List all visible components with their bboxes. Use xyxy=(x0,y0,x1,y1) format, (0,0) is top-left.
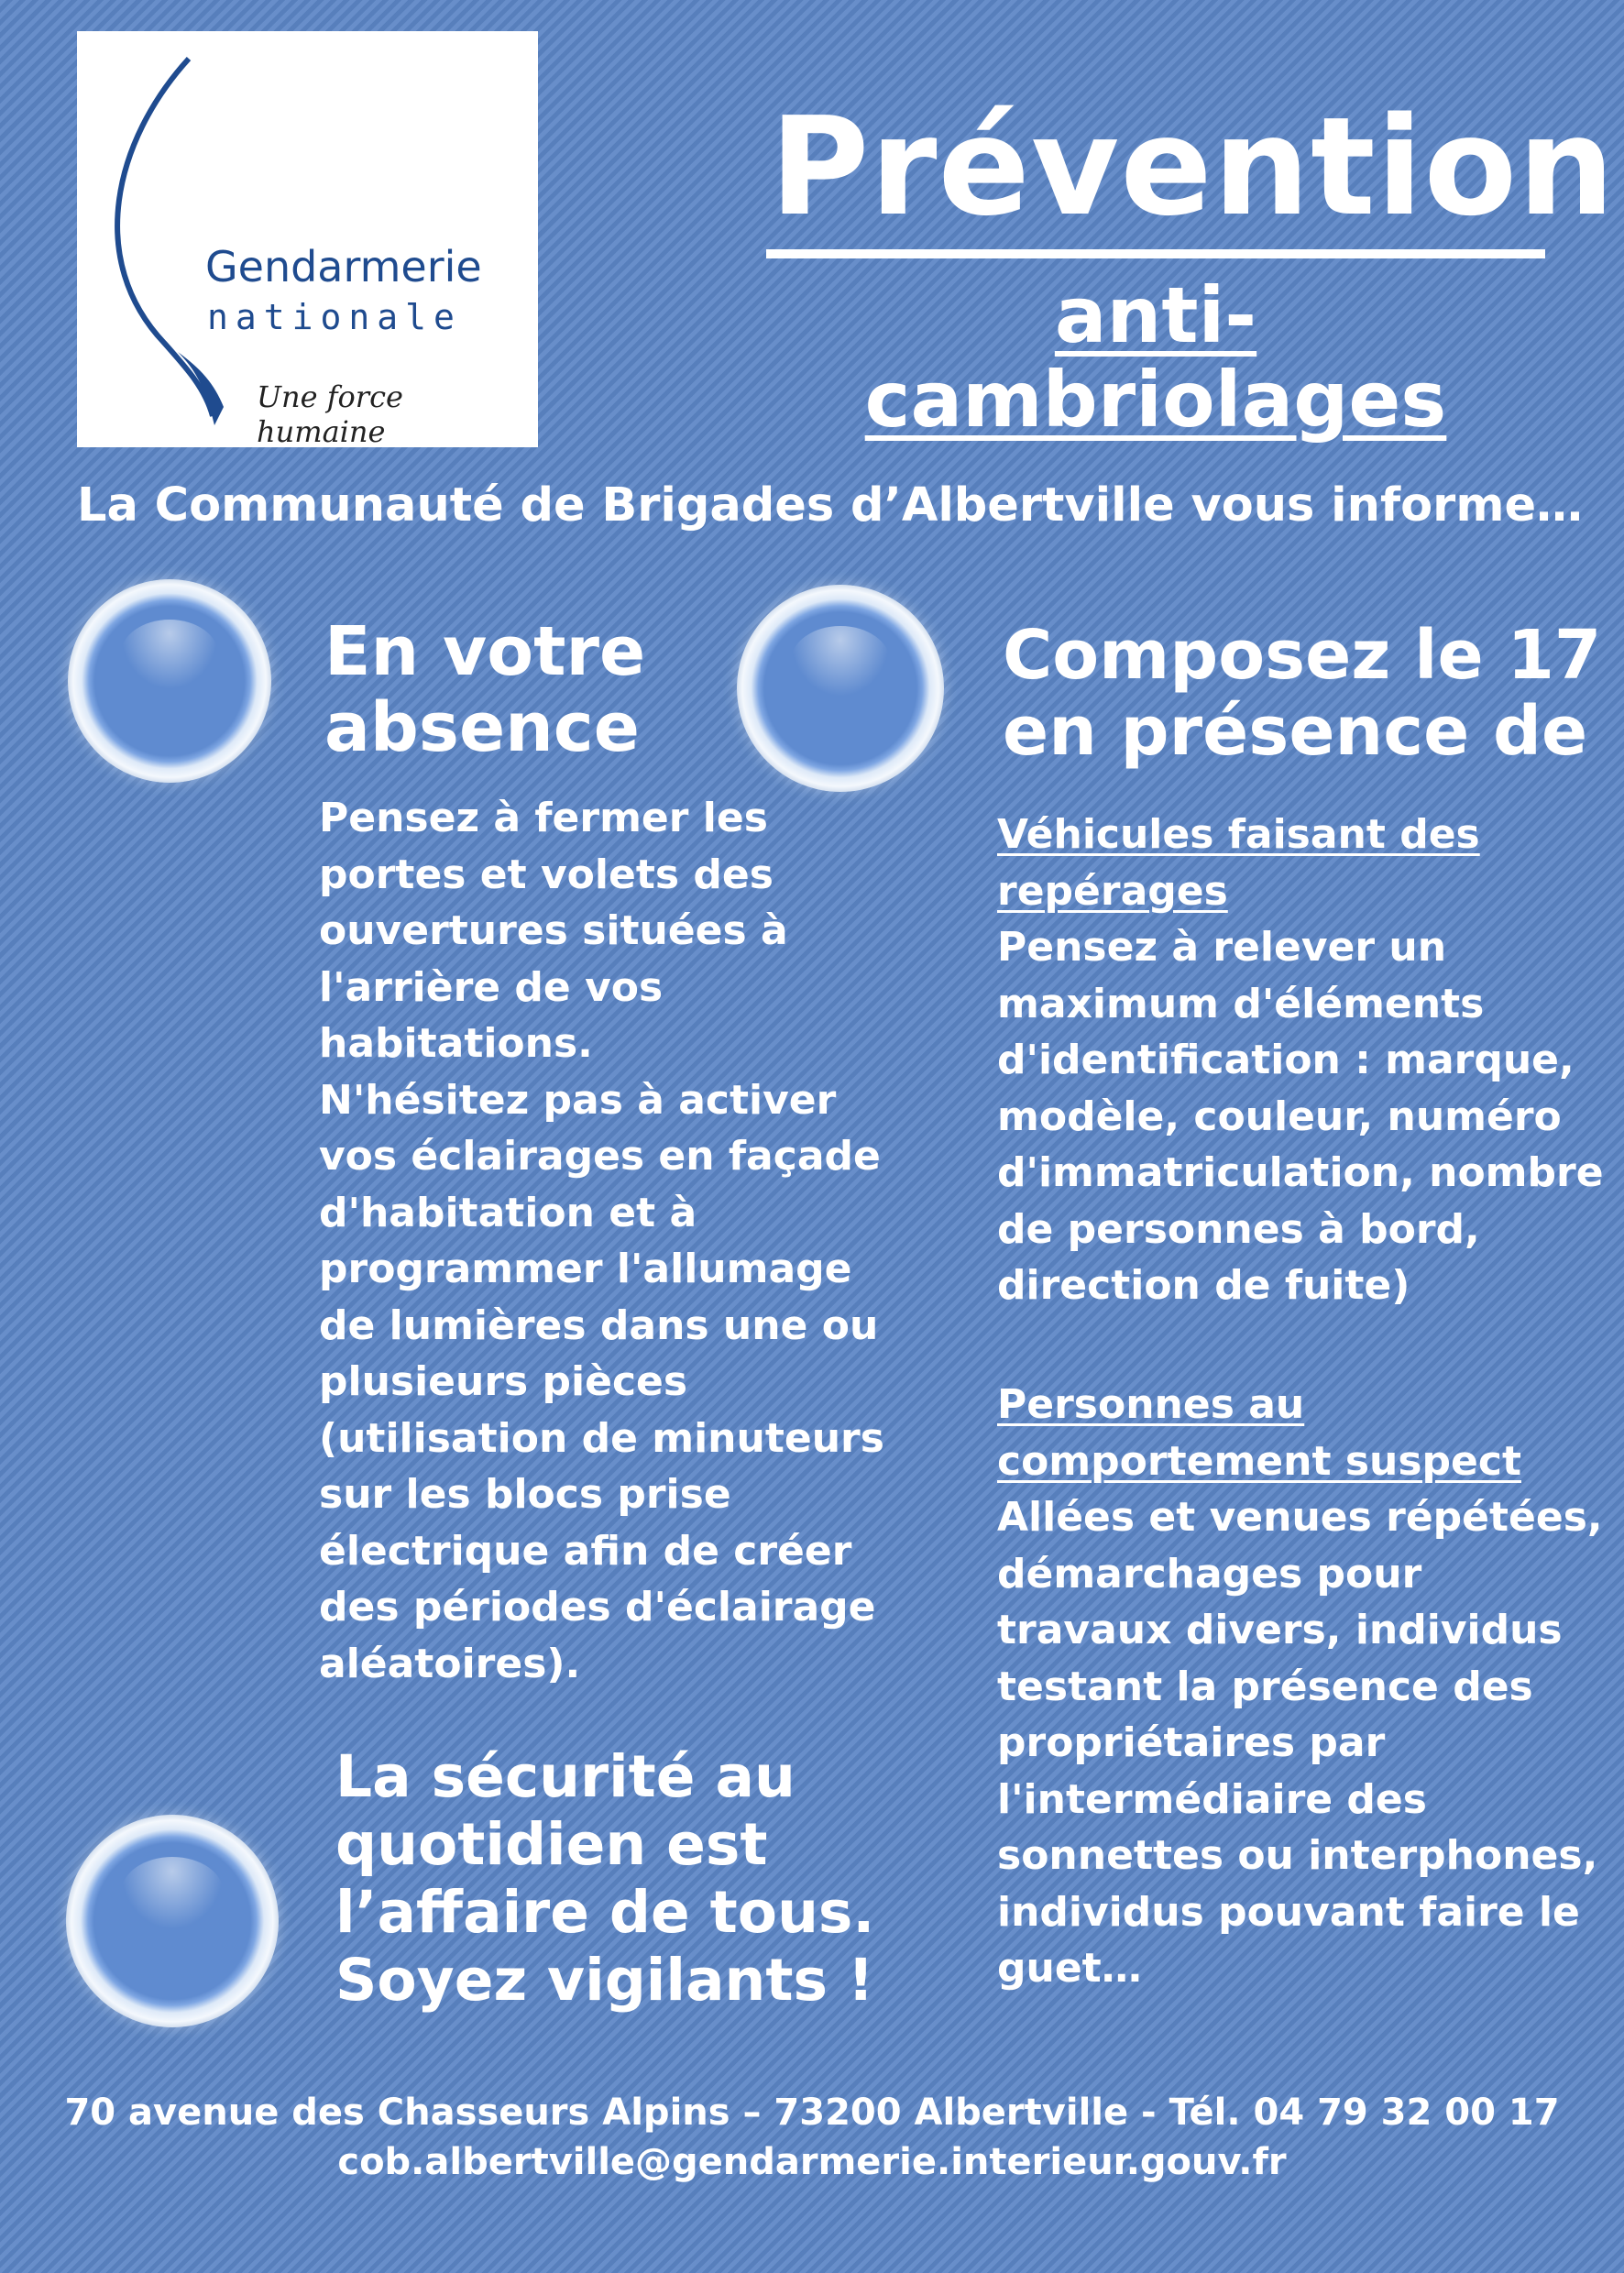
call-heading-line: en présence de xyxy=(1003,691,1588,771)
absence-heading-line: absence xyxy=(324,687,640,767)
advice-line: sur les blocs prise xyxy=(319,1471,731,1518)
persons-section xyxy=(997,1377,1603,1997)
vehicles-line: modèle, couleur, numéro xyxy=(997,1093,1562,1140)
persons-title: comportement suspect xyxy=(997,1437,1521,1485)
vehicles-title: repérages xyxy=(997,867,1228,915)
vehicles-line: d'immatriculation, nombre xyxy=(997,1149,1604,1196)
advice-line: plusieurs pièces xyxy=(319,1358,688,1405)
vehicles-line: maximum d'éléments xyxy=(997,980,1485,1027)
advice-line: de lumières dans une ou xyxy=(319,1301,879,1349)
absence-heading-line: En votre xyxy=(324,612,646,691)
persons-line: individus pouvant faire le xyxy=(997,1888,1580,1936)
advice-line: Pensez à fermer les xyxy=(319,795,768,841)
persons-line: propriétaires par xyxy=(997,1719,1386,1766)
intro-text: La Communauté de Brigades d’Albertville vous informe… xyxy=(77,478,1584,533)
bubble-icon-vigilance xyxy=(66,1815,279,2027)
advice-line: habitations. xyxy=(319,1020,593,1067)
bubble-icon-call xyxy=(737,585,944,792)
persons-line: sonnettes ou interphones, xyxy=(997,1832,1598,1879)
persons-line: testant la présence des xyxy=(997,1663,1533,1710)
advice-line: ouvertures situées à xyxy=(319,907,788,954)
footer-address: 70 avenue des Chasseurs Alpins – 73200 Albertville - Tél. 04 79 32 00 17 xyxy=(64,2092,1560,2134)
advice-line: portes et volets des xyxy=(319,851,774,898)
vehicles-line: direction de fuite) xyxy=(997,1262,1410,1309)
vehicles-line: Pensez à relever un xyxy=(997,924,1447,971)
advice-line: l'arrière de vos xyxy=(319,963,664,1011)
page-title: Prévention xyxy=(770,88,1616,246)
persons-line: travaux divers, individus xyxy=(997,1607,1563,1653)
persons-line: l'intermédiaire des xyxy=(997,1775,1427,1823)
advice-line: programmer l'allumage xyxy=(319,1246,852,1292)
title-underline xyxy=(766,249,1545,258)
slogan-line: quotidien est xyxy=(335,1811,768,1878)
vehicles-line: de personnes à bord, xyxy=(997,1205,1480,1253)
page-subtitle: anti-cambriolages xyxy=(864,270,1447,445)
absence-advice xyxy=(319,790,884,1692)
advice-line: des périodes d'éclairage xyxy=(319,1584,876,1631)
persons-title: Personnes au xyxy=(997,1381,1305,1428)
persons-line: Allées et venues répétées, xyxy=(997,1494,1603,1541)
slogan-line: l’affaire de tous. xyxy=(335,1879,875,1946)
advice-line: aléatoires). xyxy=(319,1640,581,1687)
advice-line: N'hésitez pas à activer xyxy=(319,1076,837,1124)
advice-line: vos éclairages en façade xyxy=(319,1133,881,1180)
persons-line: guet… xyxy=(997,1945,1142,1992)
advice-line: (utilisation de minuteurs xyxy=(319,1414,884,1462)
advice-line: d'habitation et à xyxy=(319,1189,697,1236)
gendarmerie-logo xyxy=(77,31,538,447)
vigilance-slogan xyxy=(335,1743,874,2015)
logo-motto: Une force humaine xyxy=(257,379,403,449)
advice-line: électrique afin de créer xyxy=(319,1527,852,1575)
logo-name: Gendarmerie xyxy=(205,242,482,291)
vehicles-title: Véhicules faisant des xyxy=(997,811,1480,858)
slogan-line: Soyez vigilants ! xyxy=(335,1947,874,2014)
vehicles-line: d'identification : marque, xyxy=(997,1037,1575,1083)
absence-heading xyxy=(324,614,645,766)
call-heading xyxy=(1003,618,1601,770)
footer-email[interactable]: cob.albertville@gendarmerie.interieur.gouv.fr xyxy=(337,2141,1287,2183)
vehicles-section xyxy=(997,807,1604,1314)
bubble-icon-absence xyxy=(68,579,271,783)
persons-line: démarchages pour xyxy=(997,1550,1422,1598)
logo-subtitle: nationale xyxy=(207,297,462,337)
call-heading-line: Composez le 17 xyxy=(1003,616,1602,695)
slogan-line: La sécurité au xyxy=(335,1743,796,1810)
